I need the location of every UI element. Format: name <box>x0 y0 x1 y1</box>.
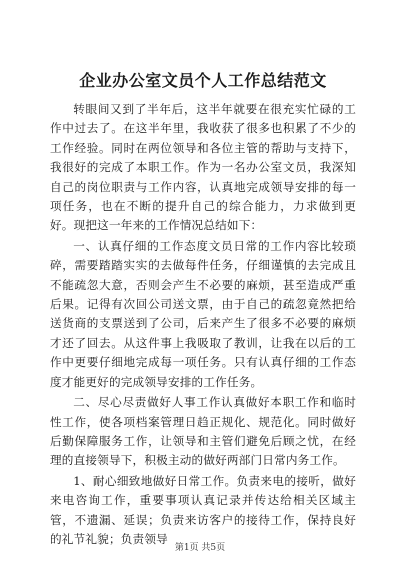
paragraph-item-1: 1、耐心细致地做好日常工作。负责来电的接听，做好来电咨询工作，重要事项认真记录并传达给相关区域主管，不遗漏、延误；负责来访客户的接待工作，保持良好的礼节礼貌；负责领导 <box>50 473 356 546</box>
paragraph-section-1: 一、认真仔细的工作态度文员日常的工作内容比较琐碎，需要踏踏实实的去做每件任务，仔细谨慎的去完成且不能疏忽大意，否则会产生不必要的麻烦，甚至造成严重后果。记得有次回公司送文票，由于自己的疏忽竟然把给送货商的支票送到了公司，后来产生了很多不必要的麻烦才还了回去。从这件事上我吸取了教训，让我在以后的工作中更要仔细地完成每一项任务。只有认真仔细的工作态度才能更好的完成领导安排的工作任务。 <box>50 238 356 389</box>
document-title: 企业办公室文员个人工作总结范文 <box>79 71 327 90</box>
paragraph-section-2: 二、尽心尽责做好人事工作认真做好本职工作和临时性工作，使各项档案管理日趋正规化、规范化。同时做好后勤保障服务工作，让领导和主管们避免后顾之忧，在经理的直接领导下，积极主动的做好两部门日常内务工作。 <box>50 395 356 468</box>
page-number-footer: 第1页 共5页 <box>174 543 226 553</box>
paragraph-intro: 转眼间又到了半年后，这半年就要在很充实忙碌的工作中过去了。在这半年里，我收获了很多也积累了不少的工作经验。同时在两位领导和各位主管的帮助与支持下，我很好的完成了本职工作。作为一名办公室文员，我深知自己的岗位职责与工作内容，认真地完成领导安排的每一项任务，也在不断的提升自己的综合能力，力求做到更好。现把这一年来的工作情况总结如下： <box>50 102 356 233</box>
